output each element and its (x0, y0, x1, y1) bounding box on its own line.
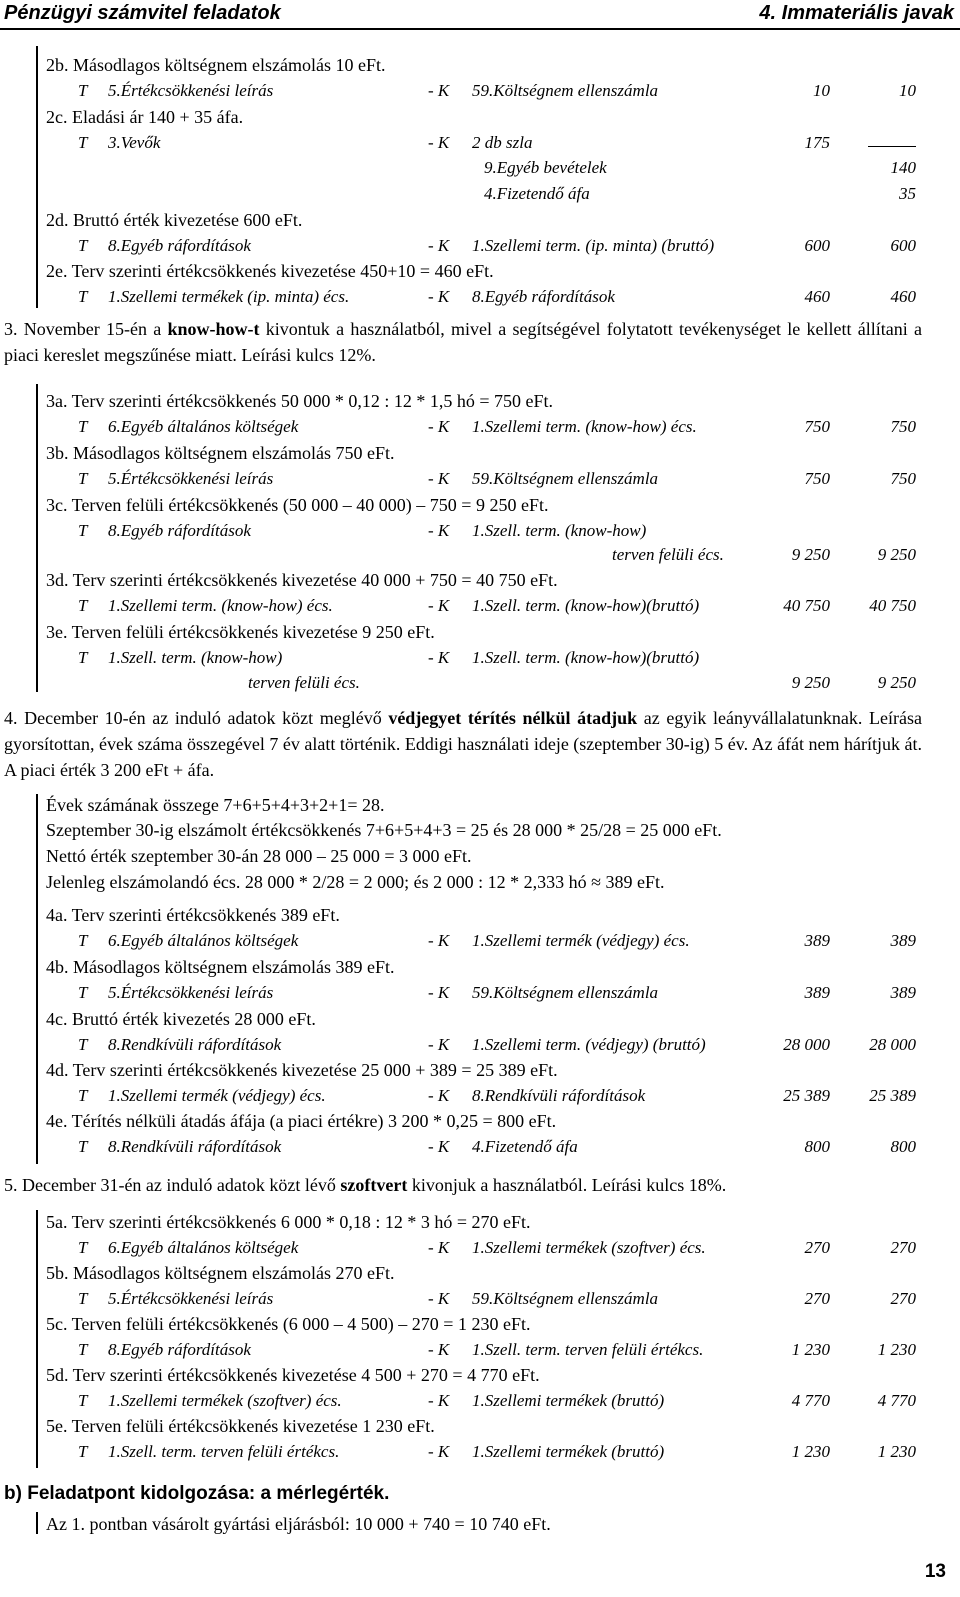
entry-2c-credit2: 9.Egyéb bevételek (484, 158, 607, 177)
entry-4a-k: - K (428, 931, 450, 950)
entry-5a-amount2: 270 (890, 1238, 916, 1257)
entry-2d-debit: 8.Egyéb ráfordítások (108, 236, 251, 255)
paragraph-3-part2: kivontuk a használatból, mivel a segítségével folytatott tevékenységet le kellett állítani a piaci kereslet megszűnése miatt. Leírási kulcs 12%. (4, 319, 923, 365)
entry-4d-t: T (78, 1086, 88, 1105)
entry-5a-credit: 1.Szellemi termékek (szoftver) écs. (472, 1238, 706, 1257)
entry-4a-t: T (78, 931, 88, 950)
entry-5c-k: - K (428, 1340, 450, 1359)
entry-3d-t: T (78, 596, 88, 615)
entry-5c-amount2: 1 230 (877, 1340, 916, 1359)
entry-3c-amount2: 9 250 (877, 545, 916, 564)
paragraph-5 (4, 1172, 922, 1198)
entry-4c-debit: 8.Rendkívüli ráfordítások (108, 1035, 282, 1054)
header-title-left: Pénzügyi számvitel feladatok (4, 2, 281, 24)
entry-2b-amount1: 10 (813, 81, 830, 100)
calc-line-1: Évek számának összege 7+6+5+4+3+2+1= 28. (46, 795, 385, 815)
entry-5d-title: 5d. Terv szerinti értékcsökkenés kivezetése 4 500 + 270 = 4 770 eFt. (46, 1365, 540, 1385)
entry-4e-t: T (78, 1137, 88, 1156)
entry-3c-credit: 1.Szell. term. (know-how) (472, 521, 647, 540)
entry-4d-title: 4d. Terv szerinti értékcsökkenés kivezetése 25 000 + 389 = 25 389 eFt. (46, 1060, 558, 1080)
entry-3e-k: - K (428, 648, 450, 667)
entry-5b-title: 5b. Másodlagos költségnem elszámolás 270 eFt. (46, 1263, 395, 1283)
part-b-heading: b) Feladatpont kidolgozása: a mérlegérték. (4, 1483, 390, 1504)
entry-4b-title: 4b. Másodlagos költségnem elszámolás 389 eFt. (46, 957, 395, 977)
entry-4e-debit: 8.Rendkívüli ráfordítások (108, 1137, 282, 1156)
paragraph-5-part1: 5. December 31-én az induló adatok közt lévő (4, 1175, 341, 1195)
header-title-right: 4. Immateriális javak (759, 2, 954, 24)
entry-5e-amount1: 1 230 (791, 1442, 830, 1461)
section-3-bar (36, 384, 38, 692)
entry-3c-title: 3c. Terven felüli értékcsökkenés (50 000 – 40 000) – 750 = 9 250 eFt. (46, 495, 549, 515)
entry-4e-amount2: 800 (890, 1137, 916, 1156)
entry-2b-title: 2b. Másodlagos költségnem elszámolás 10 eFt. (46, 55, 386, 75)
entry-2b-t: T (78, 81, 88, 100)
entry-2d-credit: 1.Szellemi term. (ip. minta) (bruttó) (472, 236, 715, 255)
entry-3e-t: T (78, 648, 88, 667)
paragraph-3-bold: know-how-t (167, 319, 260, 339)
entry-3e-amount1: 9 250 (791, 673, 830, 692)
calc-line-2: Szeptember 30-ig elszámolt értékcsökkenés 7+6+5+4+3 = 25 és 28 000 * 25/28 = 25 000 eFt. (46, 820, 722, 840)
entry-2d-title: 2d. Bruttó érték kivezetése 600 eFt. (46, 210, 303, 230)
entry-3e-credit: 1.Szell. term. (know-how)(bruttó) (472, 648, 700, 667)
entry-4d-credit: 8.Rendkívüli ráfordítások (472, 1086, 646, 1105)
section-5-bar (36, 1210, 38, 1468)
entry-4b-credit: 59.Költségnem ellenszámla (472, 983, 659, 1002)
entry-2c-amount3: 35 (899, 184, 916, 203)
entry-2c-t: T (78, 133, 88, 152)
entry-4b-t: T (78, 983, 88, 1002)
entry-2c-debit: 3.Vevők (108, 133, 161, 152)
entry-2c-credit: 2 db szla (472, 133, 533, 152)
entry-5b-debit: 5.Értékcsökkenési leírás (108, 1289, 274, 1308)
entry-5a-k: - K (428, 1238, 450, 1257)
paragraph-5-bold: szoftvert (340, 1175, 408, 1195)
entry-2e-title: 2e. Terv szerinti értékcsökkenés kivezetése 450+10 = 460 eFt. (46, 261, 494, 281)
entry-5b-t: T (78, 1289, 88, 1308)
entry-3e-amount2: 9 250 (877, 673, 916, 692)
entry-2c-amount2: 140 (890, 158, 916, 177)
entry-5d-amount1: 4 770 (791, 1391, 830, 1410)
entry-3b-debit: 5.Értékcsökkenési leírás (108, 469, 274, 488)
paragraph-4 (4, 705, 922, 783)
entry-5b-amount2: 270 (890, 1289, 916, 1308)
entry-5d-debit: 1.Szellemi termékek (szoftver) écs. (108, 1391, 342, 1410)
entry-5a-title: 5a. Terv szerinti értékcsökkenés 6 000 * 0,18 : 12 * 3 hó = 270 eFt. (46, 1212, 531, 1232)
paragraph-3 (4, 316, 922, 368)
entry-3b-t: T (78, 469, 88, 488)
page-number: 13 (924, 1561, 946, 1582)
entry-4b-debit: 5.Értékcsökkenési leírás (108, 983, 274, 1002)
entry-3e-title: 3e. Terven felüli értékcsökkenés kivezetése 9 250 eFt. (46, 622, 435, 642)
entry-4c-title: 4c. Bruttó érték kivezetés 28 000 eFt. (46, 1009, 316, 1029)
entry-2e-t: T (78, 287, 88, 306)
entry-3a-credit: 1.Szellemi term. (know-how) écs. (472, 417, 697, 436)
entry-4d-amount2: 25 389 (869, 1086, 916, 1105)
entry-3c-k: - K (428, 521, 450, 540)
paragraph-4-part2: az egyik leányvállalatunknak. Leírása gyorsítottan, évek száma összegével 7 év alatt történik. Eddigi használati ideje (szeptember 30-ig) 5 év. Az áfát nem hárítjuk át. A piaci érték 3 200 eFt + áfa. (4, 708, 923, 780)
entry-4e-k: - K (428, 1137, 450, 1156)
entry-5e-k: - K (428, 1442, 450, 1461)
entry-2e-amount2: 460 (890, 287, 916, 306)
entry-2b-debit: 5.Értékcsökkenési leírás (108, 81, 274, 100)
entry-2d-amount2: 600 (890, 236, 916, 255)
entry-5c-debit: 8.Egyéb ráfordítások (108, 1340, 251, 1359)
entry-3e-debit: 1.Szell. term. (know-how) (108, 648, 283, 667)
entry-4b-amount1: 389 (804, 983, 830, 1002)
entry-4b-k: - K (428, 983, 450, 1002)
entry-2e-k: - K (428, 287, 450, 306)
entry-5c-title: 5c. Terven felüli értékcsökkenés (6 000 – 4 500) – 270 = 1 230 eFt. (46, 1314, 531, 1334)
entry-3c-t: T (78, 521, 88, 540)
paragraph-4-part1: 4. December 10-én az induló adatok közt meglévő (4, 708, 389, 728)
entry-4d-k: - K (428, 1086, 450, 1105)
entry-3b-title: 3b. Másodlagos költségnem elszámolás 750 eFt. (46, 443, 395, 463)
entry-3d-amount2: 40 750 (869, 596, 916, 615)
entry-2c-amount1: 175 (804, 133, 830, 152)
entry-2c-title: 2c. Eladási ár 140 + 35 áfa. (46, 107, 244, 127)
calc-line-3: Nettó érték szeptember 30-án 28 000 – 25 000 = 3 000 eFt. (46, 846, 472, 866)
entry-5c-amount1: 1 230 (791, 1340, 830, 1359)
entry-3d-credit: 1.Szell. term. (know-how)(bruttó) (472, 596, 700, 615)
part-b-bar (36, 1512, 38, 1534)
entry-5d-k: - K (428, 1391, 450, 1410)
entry-2d-t: T (78, 236, 88, 255)
entry-4c-credit: 1.Szellemi term. (védjegy) (bruttó) (472, 1035, 706, 1054)
header-rule (0, 28, 960, 30)
entry-5a-amount1: 270 (804, 1238, 830, 1257)
entry-4c-k: - K (428, 1035, 450, 1054)
entry-3d-k: - K (428, 596, 450, 615)
entry-2c-credit3: 4.Fizetendő áfa (484, 184, 590, 203)
entry-3d-title: 3d. Terv szerinti értékcsökkenés kivezetése 40 000 + 750 = 40 750 eFt. (46, 570, 558, 590)
entry-4c-amount1: 28 000 (783, 1035, 830, 1054)
entry-2b-amount2: 10 (899, 81, 916, 100)
entry-5b-amount1: 270 (804, 1289, 830, 1308)
entry-3b-amount1: 750 (804, 469, 830, 488)
entry-3c-amount1: 9 250 (791, 545, 830, 564)
entry-4e-credit: 4.Fizetendő áfa (472, 1137, 578, 1156)
entry-2e-amount1: 460 (804, 287, 830, 306)
entry-4c-amount2: 28 000 (869, 1035, 916, 1054)
part-b-line: Az 1. pontban vásárolt gyártási eljárásból: 10 000 + 740 = 10 740 eFt. (46, 1514, 551, 1534)
entry-5d-credit: 1.Szellemi termékek (bruttó) (472, 1391, 665, 1410)
entry-3a-debit: 6.Egyéb általános költségek (108, 417, 299, 436)
entry-4a-amount1: 389 (804, 931, 830, 950)
entry-5d-t: T (78, 1391, 88, 1410)
entry-2c-k: - K (428, 133, 450, 152)
entry-2e-credit: 8.Egyéb ráfordítások (472, 287, 615, 306)
entry-4a-amount2: 389 (890, 931, 916, 950)
entry-3d-amount1: 40 750 (783, 596, 830, 615)
entry-2b-k: - K (428, 81, 450, 100)
entry-4c-t: T (78, 1035, 88, 1054)
entry-5e-title: 5e. Terven felüli értékcsökkenés kivezetése 1 230 eFt. (46, 1416, 435, 1436)
entry-4a-title: 4a. Terv szerinti értékcsökkenés 389 eFt. (46, 905, 340, 925)
calc-line-4: Jelenleg elszámolandó écs. 28 000 * 2/28 = 2 000; és 2 000 : 12 * 2,333 hó ≈ 389 eFt. (46, 872, 665, 892)
paragraph-5-part2: kivonjuk a használatból. Leírási kulcs 18%. (407, 1175, 727, 1195)
entry-2e-debit: 1.Szellemi termékek (ip. minta) écs. (108, 287, 350, 306)
entry-4e-title: 4e. Térítés nélküli átadás áfája (a piaci értékre) 3 200 * 0,25 = 800 eFt. (46, 1111, 557, 1131)
entry-3a-amount2: 750 (890, 417, 916, 436)
section-4-bar (36, 794, 38, 1164)
section-2-bar (36, 46, 38, 308)
entry-5e-amount2: 1 230 (877, 1442, 916, 1461)
entry-3b-k: - K (428, 469, 450, 488)
entry-2c-dash (868, 146, 916, 147)
entry-5b-credit: 59.Költségnem ellenszámla (472, 1289, 659, 1308)
entry-3b-amount2: 750 (890, 469, 916, 488)
entry-5c-t: T (78, 1340, 88, 1359)
entry-3a-title: 3a. Terv szerinti értékcsökkenés 50 000 * 0,12 : 12 * 1,5 hó = 750 eFt. (46, 391, 553, 411)
entry-3e-debit-line2: terven felüli écs. (248, 673, 360, 692)
entry-3d-debit: 1.Szellemi term. (know-how) écs. (108, 596, 333, 615)
entry-3a-amount1: 750 (804, 417, 830, 436)
paragraph-3-part1: 3. November 15-én a (4, 319, 168, 339)
entry-5a-t: T (78, 1238, 88, 1257)
entry-5e-t: T (78, 1442, 88, 1461)
entry-4a-credit: 1.Szellemi termék (védjegy) écs. (472, 931, 690, 950)
page-header (0, 0, 960, 30)
entry-3c-debit: 8.Egyéb ráfordítások (108, 521, 251, 540)
entry-5e-debit: 1.Szell. term. terven felüli értékcs. (108, 1442, 340, 1461)
entry-4e-amount1: 800 (804, 1137, 830, 1156)
entry-4b-amount2: 389 (890, 983, 916, 1002)
entry-5c-credit: 1.Szell. term. terven felüli értékcs. (472, 1340, 704, 1359)
entry-5d-amount2: 4 770 (877, 1391, 916, 1410)
entry-4d-debit: 1.Szellemi termék (védjegy) écs. (108, 1086, 326, 1105)
entry-3a-t: T (78, 417, 88, 436)
entry-2d-k: - K (428, 236, 450, 255)
entry-3b-credit: 59.Költségnem ellenszámla (472, 469, 659, 488)
entry-4a-debit: 6.Egyéb általános költségek (108, 931, 299, 950)
entry-4d-amount1: 25 389 (783, 1086, 830, 1105)
entry-2b-credit: 59.Költségnem ellenszámla (472, 81, 659, 100)
entry-5b-k: - K (428, 1289, 450, 1308)
entry-5a-debit: 6.Egyéb általános költségek (108, 1238, 299, 1257)
entry-5e-credit: 1.Szellemi termékek (bruttó) (472, 1442, 665, 1461)
entry-2d-amount1: 600 (804, 236, 830, 255)
entry-3c-credit-line2: terven felüli écs. (612, 545, 724, 564)
paragraph-4-bold: védjegyet térítés nélkül átadjuk (388, 708, 638, 728)
entry-3a-k: - K (428, 417, 450, 436)
